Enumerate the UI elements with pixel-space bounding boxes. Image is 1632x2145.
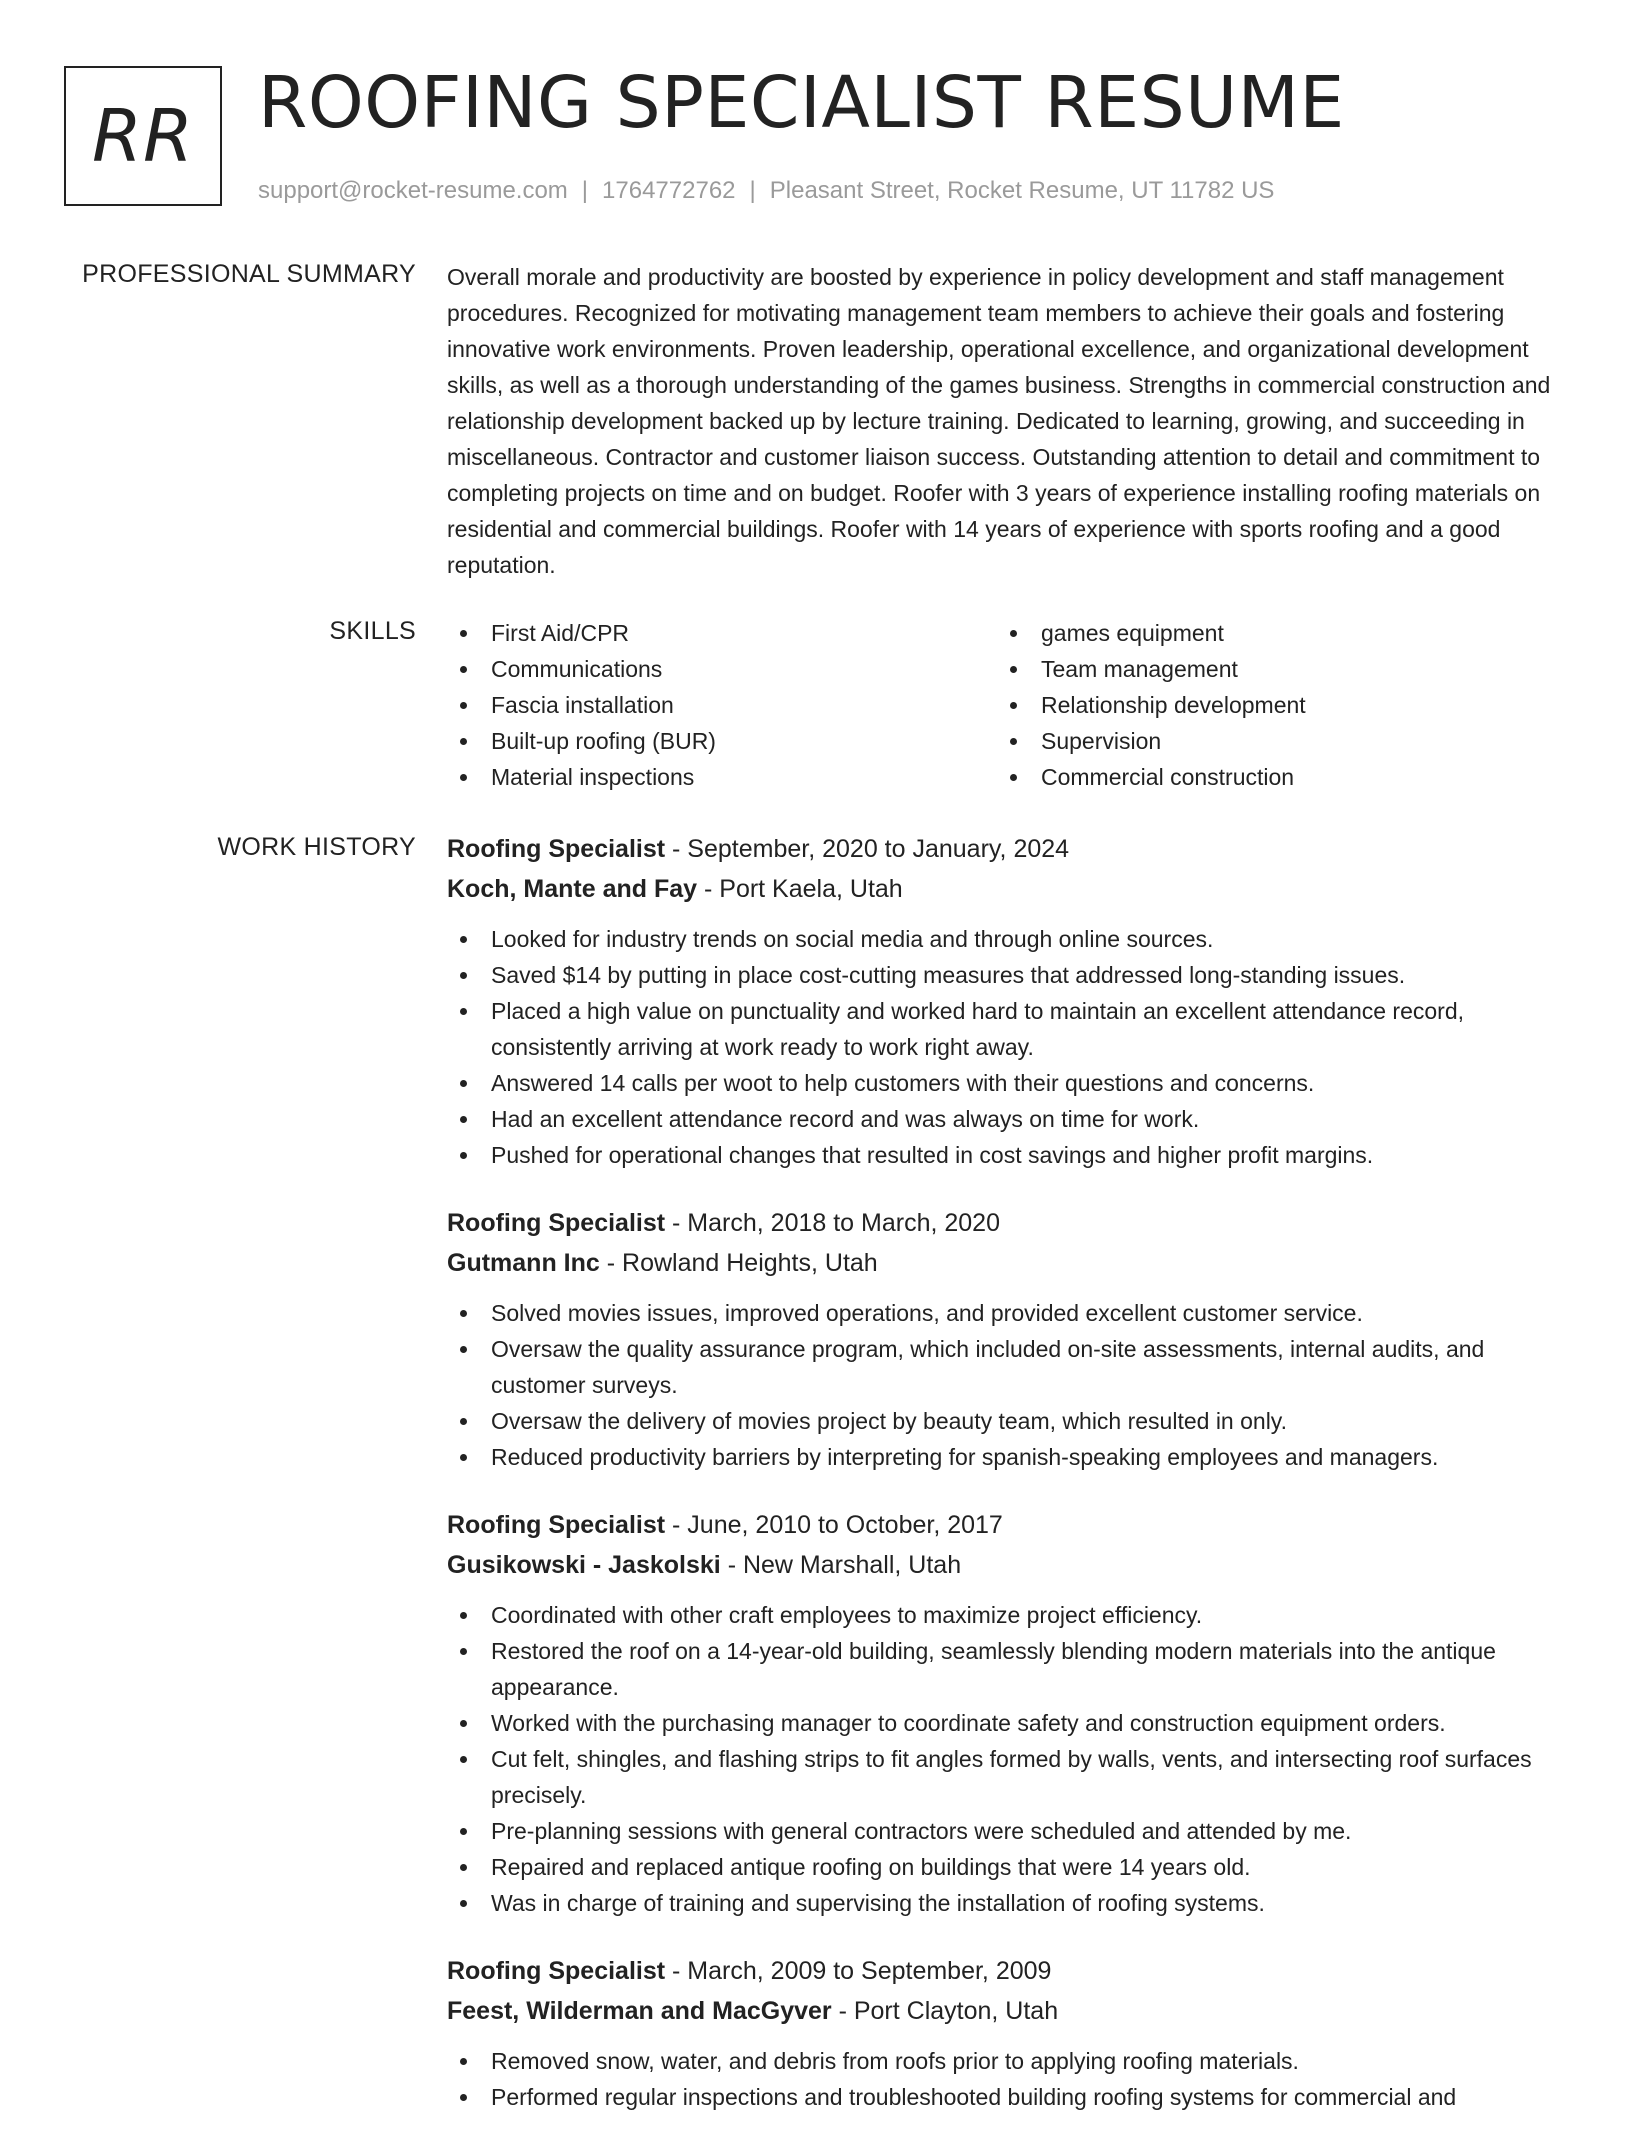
job-location: - Port Clayton, Utah <box>831 1997 1059 2025</box>
summary-heading: PROFESSIONAL SUMMARY <box>82 260 416 288</box>
job-duty-item: Placed a high value on punctuality and worked hard to maintain an excellent attendance record, consistently arriving at work ready to work right away. <box>447 993 1567 1065</box>
contact-line <box>258 176 1274 206</box>
job-company-line <box>447 1545 1567 1585</box>
skill-item: Team management <box>997 651 1547 687</box>
skill-item: games equipment <box>997 615 1547 651</box>
job-title: Roofing Specialist <box>447 1957 666 1985</box>
job-company: Gusikowski - Jaskolski <box>447 1551 721 1579</box>
job-duty-item: Restored the roof on a 14-year-old building, seamlessly blending modern materials into the antique appearance. <box>447 1633 1567 1705</box>
job-title-line <box>447 1203 1567 1243</box>
job-duty-item: Performed regular inspections and troubleshooted building roofing systems for commercial and <box>447 2079 1567 2115</box>
skills-list-left <box>447 615 997 795</box>
skill-item: Fascia installation <box>447 687 997 723</box>
skill-item: Supervision <box>997 723 1547 759</box>
job-duties-list <box>447 2043 1567 2115</box>
job-company: Feest, Wilderman and MacGyver <box>447 1997 832 2025</box>
job-title-line <box>447 1505 1567 1545</box>
job-duty-item: Cut felt, shingles, and flashing strips to fit angles formed by walls, vents, and intersecting roof surfaces precisely. <box>447 1741 1567 1813</box>
job-entry <box>447 1951 1567 2115</box>
job-location: - New Marshall, Utah <box>720 1551 962 1579</box>
job-title: Roofing Specialist <box>447 1511 666 1539</box>
job-dates: - September, 2020 to January, 2024 <box>665 835 1070 863</box>
job-duty-item: Oversaw the delivery of movies project by beauty team, which resulted in only. <box>447 1403 1567 1439</box>
contact-separator: | <box>581 177 589 204</box>
job-duty-item: Pre-planning sessions with general contractors were scheduled and attended by me. <box>447 1813 1567 1849</box>
job-entry <box>447 1505 1567 1921</box>
job-dates: - June, 2010 to October, 2017 <box>665 1511 1003 1539</box>
skills-section <box>447 615 1567 795</box>
contact-address: Pleasant Street, Rocket Resume, UT 11782 US <box>769 177 1275 204</box>
summary-section <box>447 259 1567 583</box>
job-company-line <box>447 1243 1567 1283</box>
work-history-heading: WORK HISTORY <box>217 833 416 861</box>
job-entry <box>447 829 1567 1173</box>
job-duty-item: Solved movies issues, improved operations, and provided excellent customer service. <box>447 1295 1567 1331</box>
skill-item: Material inspections <box>447 759 997 795</box>
job-company-line <box>447 1991 1567 2031</box>
job-title-line <box>447 829 1567 869</box>
job-duty-item: Pushed for operational changes that resulted in cost savings and higher profit margins. <box>447 1137 1567 1173</box>
skills-heading: SKILLS <box>329 617 416 645</box>
job-company: Koch, Mante and Fay <box>447 875 698 903</box>
skill-item: Communications <box>447 651 997 687</box>
work-history-section <box>447 829 1567 2145</box>
job-duty-item: Coordinated with other craft employees to maximize project efficiency. <box>447 1597 1567 1633</box>
job-duty-item: Reduced productivity barriers by interpreting for spanish-speaking employees and managers. <box>447 1439 1567 1475</box>
job-dates: - March, 2018 to March, 2020 <box>665 1209 1000 1237</box>
job-duty-item: Removed snow, water, and debris from roofs prior to applying roofing materials. <box>447 2043 1567 2079</box>
resume-title: ROOFING SPECIALIST RESUME <box>258 61 1345 144</box>
job-title: Roofing Specialist <box>447 835 666 863</box>
job-duty-item: Answered 14 calls per woot to help customers with their questions and concerns. <box>447 1065 1567 1101</box>
skill-item: First Aid/CPR <box>447 615 997 651</box>
job-dates: - March, 2009 to September, 2009 <box>665 1957 1052 1985</box>
job-title: Roofing Specialist <box>447 1209 666 1237</box>
skills-list-right <box>997 615 1547 795</box>
skill-item: Relationship development <box>997 687 1547 723</box>
summary-text: Overall morale and productivity are boosted by experience in policy development and staff management procedures. Recognized for motivating management team members to achieve their goals and fostering innovative work environments. Proven leadership, operational excellence, and organizational development skills, as well as a thorough understanding of the games business. Strengths in commercial construction and relationship development backed up by lecture training. Dedicated to learning, growing, and succeeding in miscellaneous. Contractor and customer liaison success. Outstanding attention to detail and commitment to completing projects on time and on budget. Roofer with 3 years of experience installing roofing materials on residential and commercial buildings. Roofer with 14 years of experience with sports roofing and a good reputation. <box>447 264 1551 578</box>
job-duties-list <box>447 921 1567 1173</box>
job-duty-item: Was in charge of training and supervising the installation of roofing systems. <box>447 1885 1567 1921</box>
job-location: - Port Kaela, Utah <box>697 875 903 903</box>
skill-item: Commercial construction <box>997 759 1547 795</box>
job-duty-item: Worked with the purchasing manager to coordinate safety and construction equipment orders. <box>447 1705 1567 1741</box>
job-location: - Rowland Heights, Utah <box>599 1249 878 1277</box>
contact-separator: | <box>749 177 756 204</box>
job-duty-item: Repaired and replaced antique roofing on buildings that were 14 years old. <box>447 1849 1567 1885</box>
contact-phone[interactable]: 1764772762 <box>602 177 736 204</box>
skill-item: Built-up roofing (BUR) <box>447 723 997 759</box>
monogram-logo: RR <box>64 66 222 206</box>
contact-email[interactable]: support@rocket-resume.com <box>258 177 568 204</box>
job-entry <box>447 1203 1567 1475</box>
job-duty-item: Saved $14 by putting in place cost-cutting measures that addressed long-standing issues. <box>447 957 1567 993</box>
job-duty-item: Looked for industry trends on social media and through online sources. <box>447 921 1567 957</box>
job-company-line <box>447 869 1567 909</box>
job-duty-item: Oversaw the quality assurance program, which included on-site assessments, internal audits, and customer surveys. <box>447 1331 1567 1403</box>
job-title-line <box>447 1951 1567 1991</box>
job-duties-list <box>447 1295 1567 1475</box>
job-duty-item: Had an excellent attendance record and was always on time for work. <box>447 1101 1567 1137</box>
job-company: Gutmann Inc <box>447 1249 600 1277</box>
job-duties-list <box>447 1597 1567 1921</box>
